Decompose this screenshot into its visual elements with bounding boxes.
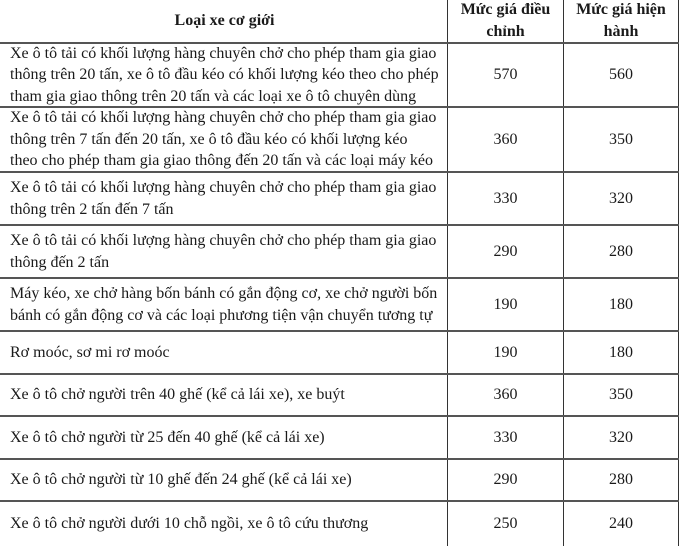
adjusted-price-cell: 360	[447, 108, 563, 171]
vehicle-type-cell: Xe ô tô chở người từ 10 ghế đến 24 ghế (kể cả lái xe)	[10, 471, 352, 489]
current-price-cell: 280	[563, 460, 679, 500]
adjusted-price-cell: 190	[447, 332, 563, 373]
vehicle-type-cell: Xe ô tô tải có khối lượng hàng chuyên chở cho phép tham gia giao thông trên 2 tấn đến 7 tấn	[10, 179, 437, 218]
adjusted-price-cell: 290	[447, 226, 563, 277]
table-row	[0, 460, 679, 502]
current-price-cell: 320	[563, 417, 679, 458]
adjusted-price-cell: 330	[447, 417, 563, 458]
current-price-cell: 180	[563, 279, 679, 330]
table-row	[0, 44, 679, 108]
adjusted-price-cell: 190	[447, 279, 563, 330]
adjusted-price-cell: 250	[447, 502, 563, 546]
current-price-cell: 180	[563, 332, 679, 373]
current-price-cell: 240	[563, 502, 679, 546]
table-header-row	[0, 0, 679, 44]
adjusted-price-cell: 330	[447, 173, 563, 224]
table-row	[0, 108, 679, 173]
table-row	[0, 332, 679, 375]
vehicle-type-cell: Máy kéo, xe chở hàng bốn bánh có gắn động cơ, xe chở người bốn bánh có gắn động cơ và các loại phương tiện vận chuyển tương tự	[10, 285, 438, 324]
vehicle-type-cell: Xe ô tô chở người từ 25 đến 40 ghế (kể cả lái xe)	[10, 428, 325, 446]
current-price-cell: 280	[563, 226, 679, 277]
vehicle-type-cell: Xe ô tô chở người trên 40 ghế (kể cả lái xe), xe buýt	[10, 386, 345, 404]
table-row	[0, 502, 679, 546]
vehicle-type-cell: Xe ô tô tải có khối lượng hàng chuyên chở cho phép tham gia giao thông đến 2 tấn	[10, 232, 437, 271]
current-price-cell: 350	[563, 108, 679, 171]
table-row	[0, 417, 679, 460]
header-current-price: Mức giá hiện hành	[563, 0, 679, 42]
table-row	[0, 226, 679, 279]
table-row	[0, 279, 679, 332]
header-adjusted-price: Mức giá điều chỉnh	[447, 0, 563, 42]
table-row	[0, 173, 679, 226]
current-price-cell: 320	[563, 173, 679, 224]
vehicle-type-cell: Xe ô tô chở người dưới 10 chỗ ngồi, xe ô tô cứu thương	[10, 515, 369, 533]
adjusted-price-cell: 570	[447, 44, 563, 106]
header-vehicle-type: Loại xe cơ giới	[174, 12, 275, 29]
adjusted-price-cell: 290	[447, 460, 563, 500]
current-price-cell: 560	[563, 44, 679, 106]
current-price-cell: 350	[563, 375, 679, 415]
vehicle-type-cell: Xe ô tô tải có khối lượng hàng chuyên chở cho phép tham gia giao thông trên 7 tấn đến 20 tấn, xe ô tô đầu kéo có khối lượng kéo theo cho phép tham gia giao thông đến 20 tấn và các loại máy kéo	[10, 109, 437, 170]
table-row	[0, 375, 679, 417]
vehicle-type-cell: Xe ô tô tải có khối lượng hàng chuyên chở cho phép tham gia giao thông trên 20 tấn, xe ô tô đầu kéo có khối lượng kéo theo cho phép tham gia giao thông trên 20 tấn và các loại xe ô tô chuyên dùng	[10, 44, 439, 105]
adjusted-price-cell: 360	[447, 375, 563, 415]
vehicle-type-cell: Rơ moóc, sơ mi rơ moóc	[10, 343, 170, 361]
